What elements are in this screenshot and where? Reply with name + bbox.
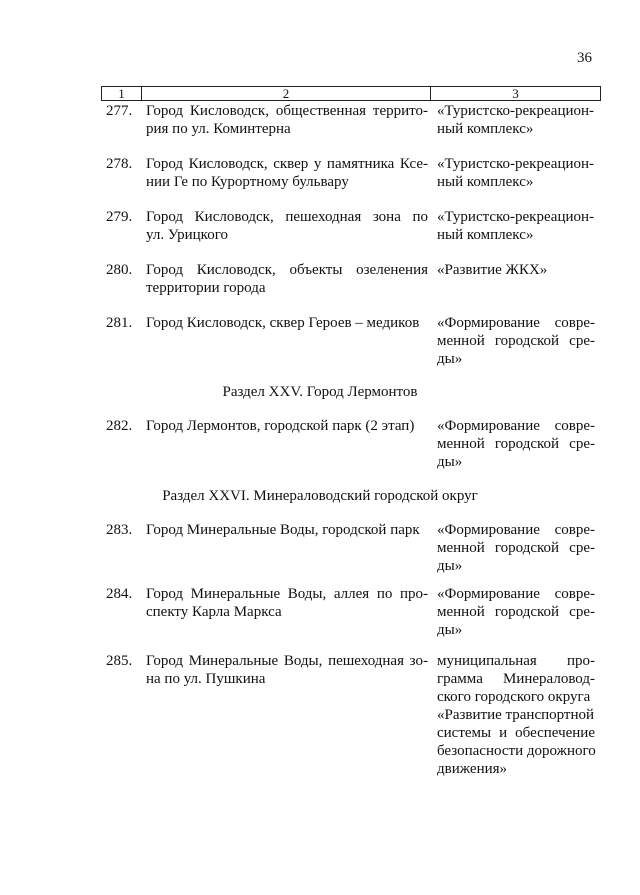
object-name-line: Город Кисловодск, сквер Героев – медиков xyxy=(146,315,420,331)
object-name xyxy=(146,261,428,297)
program-line: менной городской сре- xyxy=(437,540,595,556)
program-line: ды» xyxy=(437,454,463,470)
program-line: ды» xyxy=(437,558,463,574)
program-name xyxy=(437,314,595,368)
object-name-line: Город Минеральные Воды, пешеходная зо- xyxy=(146,653,428,669)
object-name-line: Город Минеральные Воды, городской парк xyxy=(146,522,420,538)
program-name xyxy=(437,652,595,778)
program-name xyxy=(437,521,595,575)
object-name xyxy=(146,652,428,688)
program-name xyxy=(437,102,595,138)
program-line: ный комплекс» xyxy=(437,121,534,137)
header-col-1: 1 xyxy=(102,87,142,100)
object-name xyxy=(146,208,428,244)
program-line: менной городской сре- xyxy=(437,436,595,452)
row-number: 278. xyxy=(106,156,133,172)
row-number: 277. xyxy=(106,103,133,119)
object-name-line: Город Кисловодск, пешеходная зона по xyxy=(146,209,428,225)
object-name-line: Город Лермонтов, городской парк (2 этап) xyxy=(146,418,415,434)
object-name-line: Город Минеральные Воды, аллея по про- xyxy=(146,586,428,602)
program-line: «Формирование совре- xyxy=(437,586,595,602)
program-name xyxy=(437,261,595,279)
program-line: «Формирование совре- xyxy=(437,315,595,331)
program-line: ный комплекс» xyxy=(437,174,534,190)
program-line: ный комплекс» xyxy=(437,227,534,243)
program-line: безопасности дорожного xyxy=(437,743,596,759)
program-name xyxy=(437,155,595,191)
object-name-line: на по ул. Пушкина xyxy=(146,671,266,687)
object-name-line: ул. Урицкого xyxy=(146,227,228,243)
object-name xyxy=(146,585,428,621)
program-name xyxy=(437,585,595,639)
program-line: «Туристско-рекреацион- xyxy=(437,209,595,225)
program-line: «Туристско-рекреацион- xyxy=(437,103,595,119)
object-name xyxy=(146,155,428,191)
program-name xyxy=(437,208,595,244)
object-name xyxy=(146,102,428,138)
object-name-line: спекту Карла Маркса xyxy=(146,604,282,620)
section-heading: Раздел XXVI. Минераловодский городской округ xyxy=(162,488,478,504)
row-number: 280. xyxy=(106,262,133,278)
program-line: «Формирование совре- xyxy=(437,522,595,538)
object-name-line: Город Кисловодск, общественная террито- xyxy=(146,103,428,119)
object-name xyxy=(146,521,428,539)
row-number: 285. xyxy=(106,653,133,669)
object-name-line: территории города xyxy=(146,280,266,296)
row-number: 281. xyxy=(106,315,133,331)
row-number: 282. xyxy=(106,418,133,434)
object-name-line: Город Кисловодск, объекты озеленения xyxy=(146,262,428,278)
object-name-line: нии Ге по Курортному бульвару xyxy=(146,174,349,190)
program-line: «Развитие ЖКХ» xyxy=(437,262,548,278)
program-line: ды» xyxy=(437,622,463,638)
row-number: 283. xyxy=(106,522,133,538)
program-line: менной городской сре- xyxy=(437,604,595,620)
program-line: ского городского округа xyxy=(437,689,591,705)
object-name xyxy=(146,417,428,435)
program-line: грамма Минераловод- xyxy=(437,671,595,687)
program-line: менной городской сре- xyxy=(437,333,595,349)
program-line: «Туристско-рекреацион- xyxy=(437,156,595,172)
table-header xyxy=(101,86,601,101)
page-number: 36 xyxy=(577,50,592,66)
row-number: 284. xyxy=(106,586,133,602)
header-col-2: 2 xyxy=(142,87,431,100)
header-col-3: 3 xyxy=(512,86,519,101)
program-line: «Формирование совре- xyxy=(437,418,595,434)
object-name xyxy=(146,314,428,332)
section-heading: Раздел XXV. Город Лермонтов xyxy=(222,384,418,400)
row-number: 279. xyxy=(106,209,133,225)
program-line: движения» xyxy=(437,761,508,777)
program-line: муниципальная про- xyxy=(437,653,595,669)
program-name xyxy=(437,417,595,471)
program-line: системы и обеспечение xyxy=(437,725,595,741)
program-line: «Развитие транспортной xyxy=(437,707,595,723)
object-name-line: рия по ул. Коминтерна xyxy=(146,121,291,137)
program-line: ды» xyxy=(437,351,463,367)
object-name-line: Город Кисловодск, сквер у памятника Ксе- xyxy=(146,156,428,172)
